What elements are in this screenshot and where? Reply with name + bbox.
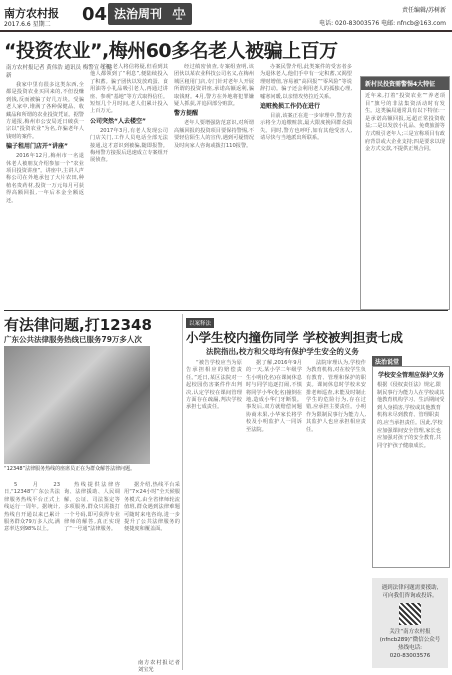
paragraph: 办案民警介绍,此类案件的受害者多为退休老人,他们手中有一定积蓄,又渴望理财增值,容易被“高回报”“零风险”等说辞打动。骗子还会利用老人的孤独心理,嘘寒问暖,以亲情攻势拉近关系。	[260, 64, 352, 100]
section-title: 法治周刊	[108, 3, 192, 25]
paragraph: 目前,该案正在进一步审理中,警方表示将全力追缴赃款,最大限度挽回群众损失。同时,警方也呼吁,如有其他受害人,请尽快与当地派出所联系。	[260, 113, 352, 142]
call-center-photo	[4, 346, 150, 464]
sidebar-title: 新村民投资需警惕4大特征	[361, 77, 449, 90]
school-subhead: 法院指出,校方和父母均有保护学生安全的义务	[206, 347, 359, 356]
tips-title: 学校安全管理应保护义务	[377, 372, 444, 379]
photo-caption: “12348”法律服务热线的座席员正在为群众解答法律问题。	[4, 466, 136, 472]
qr-code-icon	[399, 603, 421, 625]
hotline-side-column	[154, 346, 180, 464]
paragraph: 2016年12月,梅州市一名退休老人被朋友介绍参加一个“农业项目投资讲座”。讲座中,主讲人声称公司在外地承包了大片农田,种植名贵药材,投资一万元每月可获得高额回报,一年后本金全额返还。	[6, 153, 84, 204]
ad-line: 关注“南方农村报(nfncb289)”微信公众号	[379, 629, 441, 643]
paragraph: 我家中里有很多这类东西,全都是投资农业买回来的,不但没赚到钱,反而被骗了好几万块。受骗老人家中,堆满了各种保健品、收藏品和所谓的农业投资凭证。据警方通报,梅州市公安局近日破获一宗以“投资农业”为名,诈骗老年人钱财的案件。	[6, 82, 84, 140]
subheading: 追赃挽损工作仍在进行	[260, 103, 321, 111]
paper-name: 南方农村报	[4, 7, 59, 20]
sidebar-box	[360, 76, 450, 310]
tips-body: 根据《侵权责任法》规定,限制民事行为能力人在学校或其他教育机构学习、生活期间受到人身损害,学校或其他教育机构未尽到教育、管理职责的,应当承担责任。因此,学校应加强课间安全管理,家长也应加强对孩子的安全教育,共同守护孩子健康成长。	[377, 382, 445, 449]
paragraph: 老年人要增强防范意识,对所谓高额回报的投资项目要保持警惕,不要轻信陌生人的宣传,遇到可疑情况及时向家人咨询或拨打110报警。	[174, 120, 254, 149]
subheading: 警方提醒	[174, 110, 199, 118]
hotline-column-1	[4, 482, 60, 668]
paragraph: 经过缜密侦查,专案组查明,该团伙以某农业科技公司名义,在梅州城区租用门店,专门针对老年人开展所谓的投资讲座,承诺高额返利,骗取钱财。4月,警方在外地将犯罪嫌疑人抓获,并追回部分赃款。	[174, 64, 254, 108]
tips-box	[372, 366, 450, 568]
section-divider	[4, 310, 448, 311]
hotline-column-3	[124, 482, 180, 658]
paragraph: 法院审理认为,学校作为教育机构,对在校学生负有教育、管理和保护的职责。课间休息时学校未安排老师巡查,未能及时制止学生的危险行为,存在过错,应承担主要责任。小明作为限制民事行为能力人,其监护人也应承担相应责任。	[306, 360, 366, 433]
main-column-4	[260, 64, 352, 304]
scale-icon	[172, 6, 186, 20]
subheading: 公司突然“人去楼空”	[90, 117, 146, 125]
column-divider	[182, 314, 183, 670]
paragraph: 2017年3月,有老人发现公司门店关门,工作人员电话全部无法接通,这才意识到被骗,随即报警。梅州警方接报后迅速成立专案组开展侦查。	[90, 127, 168, 164]
sidebar-body: 近年来,打着“投资农业”“养老项目”旗号的非法集资活动时有发生。这类骗局通常具有以下特征:一是承诺高额回报,远超正常投资收益;二是以发放小礼品、免费旅游等方式吸引老年人;三是宣称项目有政府背景或大企业支持;四是要求以现金方式交款,不提供正规合同。	[365, 93, 445, 153]
main-column-2	[90, 64, 168, 304]
subheading: 骗子租用门店开“讲座”	[6, 143, 68, 151]
hotline-subhead: 广东公共法律服务热线已服务79万多人次	[4, 335, 142, 344]
paragraph: 5月23日,“12348”广东公共法律服务热线平台正式上线运行一周年。据统计,热线自开通以来已累计服务群众79万多人次,满意率达到98%以上。	[4, 482, 60, 533]
hotline-headline: 有法律问题,打12348	[4, 316, 152, 334]
ad-line: 遇到法律问题需要援助,	[381, 585, 439, 591]
ad-line: 热线电话:	[398, 645, 422, 651]
main-headline: “投资农业”,梅州60多名老人被骗上百万	[4, 40, 338, 62]
wechat-ad-box	[372, 578, 448, 668]
issue-date: 2017.6.6 星期二	[4, 21, 51, 28]
paragraph: 据介绍,热线平台采用“7×24小时”全天候服务模式,由全省律师轮流值班,群众遇到法律难题可随时来电咨询,进一步提升了公共法律服务的便捷度和覆盖面。	[124, 482, 180, 533]
paragraph: 起初,老人将信将疑,但看到其他人都领到了“利息”,便陆续投入了积蓄。骗子团伙以发放鸡蛋、食用油等小礼品吸引老人,再通过讲座、参观“基地”等方式取得信任。短短几个月时间,老人们累计投入上百万元。	[90, 64, 169, 115]
page-header	[0, 0, 452, 32]
editor-credit: 责任编辑/苏树新	[401, 7, 446, 14]
school-column-3	[306, 360, 366, 666]
contact-info: 电话: 020-83003576 电邮: nfncb@163.com	[319, 20, 446, 27]
paragraph: 据了解,2016年9月的一天,某小学二年级学生小明(化名)在课间休息时与同学追逐打闹,不慎将同学小华(化名)撞倒在地,造成小华门牙断裂。事发后,双方就赔偿问题协商未果,小华家长将学校及小明监护人一同诉至法院。	[246, 360, 302, 433]
hotline-credit: 南方农村报记者 刘宝光	[138, 660, 180, 674]
ad-line: 可向我们咨询或投诉。	[382, 593, 438, 599]
paragraph: 热线提供法律咨询、法律援助、人民调解、公证、司法鉴定等多项服务,群众只需拨打一个号码,即可获得专业律师的解答,真正实现了“一号通”法律服务。	[64, 482, 120, 533]
tips-tag: 法治说堂	[372, 356, 402, 367]
case-tag: 以案释法	[186, 318, 214, 328]
school-headline: 小学生校内撞伤同学 学校被判担责七成	[186, 330, 403, 345]
page-number: 04	[82, 4, 108, 25]
school-column-2	[246, 360, 302, 666]
paragraph: “被告学校应当为原告承担相应的赔偿责任。”近日,某区法院对一起校园伤害案件作出判决,认定学校在课间管理方面存在疏漏,判决学校承担七成责任。	[186, 360, 242, 411]
main-byline: 南方农村报记者 黄伟浩 通讯员 梅警宣 王健新	[6, 65, 112, 79]
school-column-1	[186, 360, 242, 666]
ad-phone: 020-83003576	[389, 653, 431, 659]
hotline-column-2	[64, 482, 120, 668]
main-column-1	[6, 82, 84, 304]
main-column-3	[174, 64, 254, 304]
